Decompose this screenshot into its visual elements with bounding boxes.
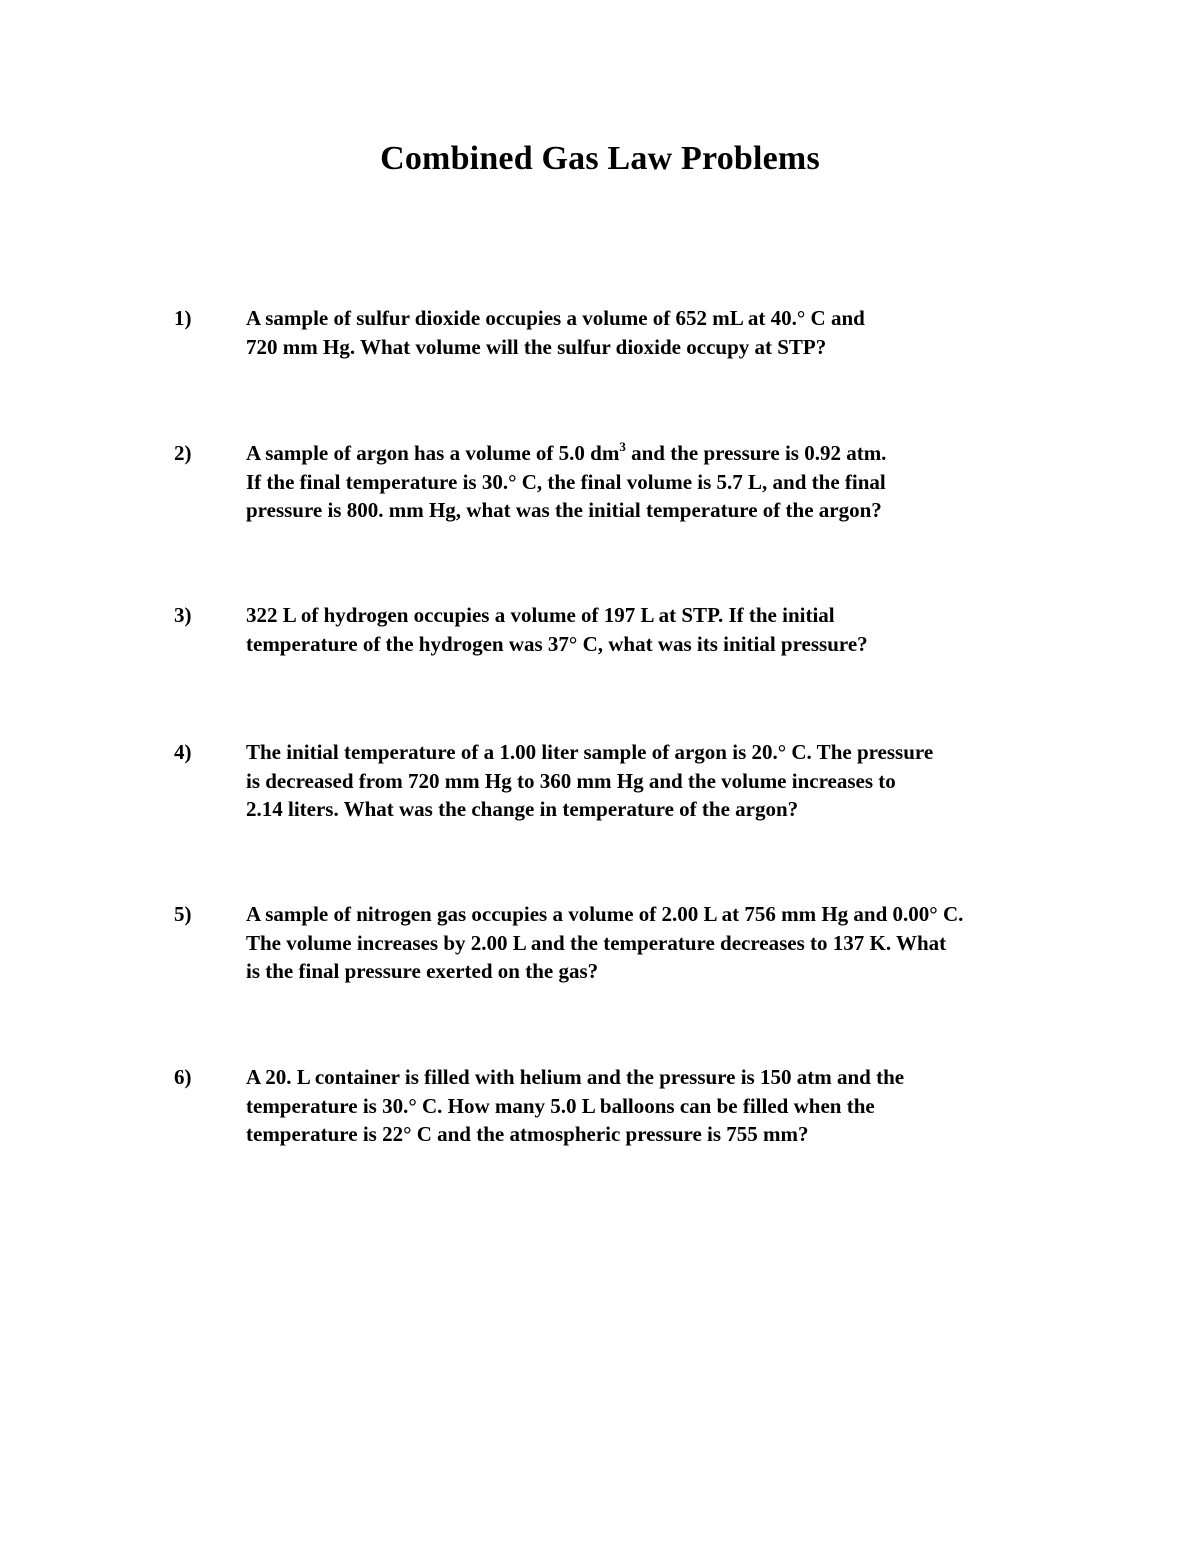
problem-text <box>246 738 1126 824</box>
problem-line: 720 mm Hg. What volume will the sulfur dioxide occupy at STP? <box>246 334 827 359</box>
problem-number: 4) <box>174 740 192 764</box>
problem-line: temperature of the hydrogen was 37° C, what was its initial pressure? <box>246 631 868 656</box>
problem-line: The initial temperature of a 1.00 liter sample of argon is 20.° C. The pressure <box>246 740 934 764</box>
problem-line: is decreased from 720 mm Hg to 360 mm Hg and the volume increases to <box>246 768 896 793</box>
superscript-exponent: 3 <box>619 439 626 454</box>
problem-number: 6) <box>174 1065 192 1089</box>
problem-line: The volume increases by 2.00 L and the temperature decreases to 137 K. What <box>246 930 947 955</box>
problem-line: temperature is 22° C and the atmospheric pressure is 755 mm? <box>246 1122 809 1146</box>
problem-line: 2.14 liters. What was the change in temperature of the argon? <box>246 797 799 821</box>
problem-line: pressure is 800. mm Hg, what was the initial temperature of the argon? <box>246 498 882 522</box>
problem-line: A sample of sulfur dioxide occupies a volume of 652 mL at 40.° C and <box>246 306 865 330</box>
problem-line: A 20. L container is filled with helium and the pressure is 150 atm and the <box>246 1065 905 1089</box>
problem-line-end: and the pressure is 0.92 atm. <box>625 441 887 465</box>
problem-line: If the final temperature is 30.° C, the final volume is 5.7 L, and the final <box>246 469 886 494</box>
problem-text <box>246 439 1126 525</box>
problem-number: 1) <box>174 306 192 330</box>
problem-text <box>246 601 1126 658</box>
problem-text <box>246 304 1126 361</box>
problem-line: A sample of nitrogen gas occupies a volume of 2.00 L at 756 mm Hg and 0.00° C. <box>246 902 964 926</box>
problem-number: 2) <box>174 441 192 465</box>
problem-text <box>246 900 1126 986</box>
problem-text <box>246 1063 1126 1149</box>
problem-line: temperature is 30.° C. How many 5.0 L balloons can be filled when the <box>246 1093 875 1118</box>
problem-number: 3) <box>174 603 192 627</box>
problem-number: 5) <box>174 902 192 926</box>
problem-line: is the final pressure exerted on the gas? <box>246 959 599 983</box>
problem-line: 322 L of hydrogen occupies a volume of 197 L at STP. If the initial <box>246 603 835 627</box>
page-title: Combined Gas Law Problems <box>380 140 820 177</box>
problem-line <box>246 439 1126 468</box>
problem-line-start: A sample of argon has a volume of 5.0 dm <box>246 441 620 465</box>
